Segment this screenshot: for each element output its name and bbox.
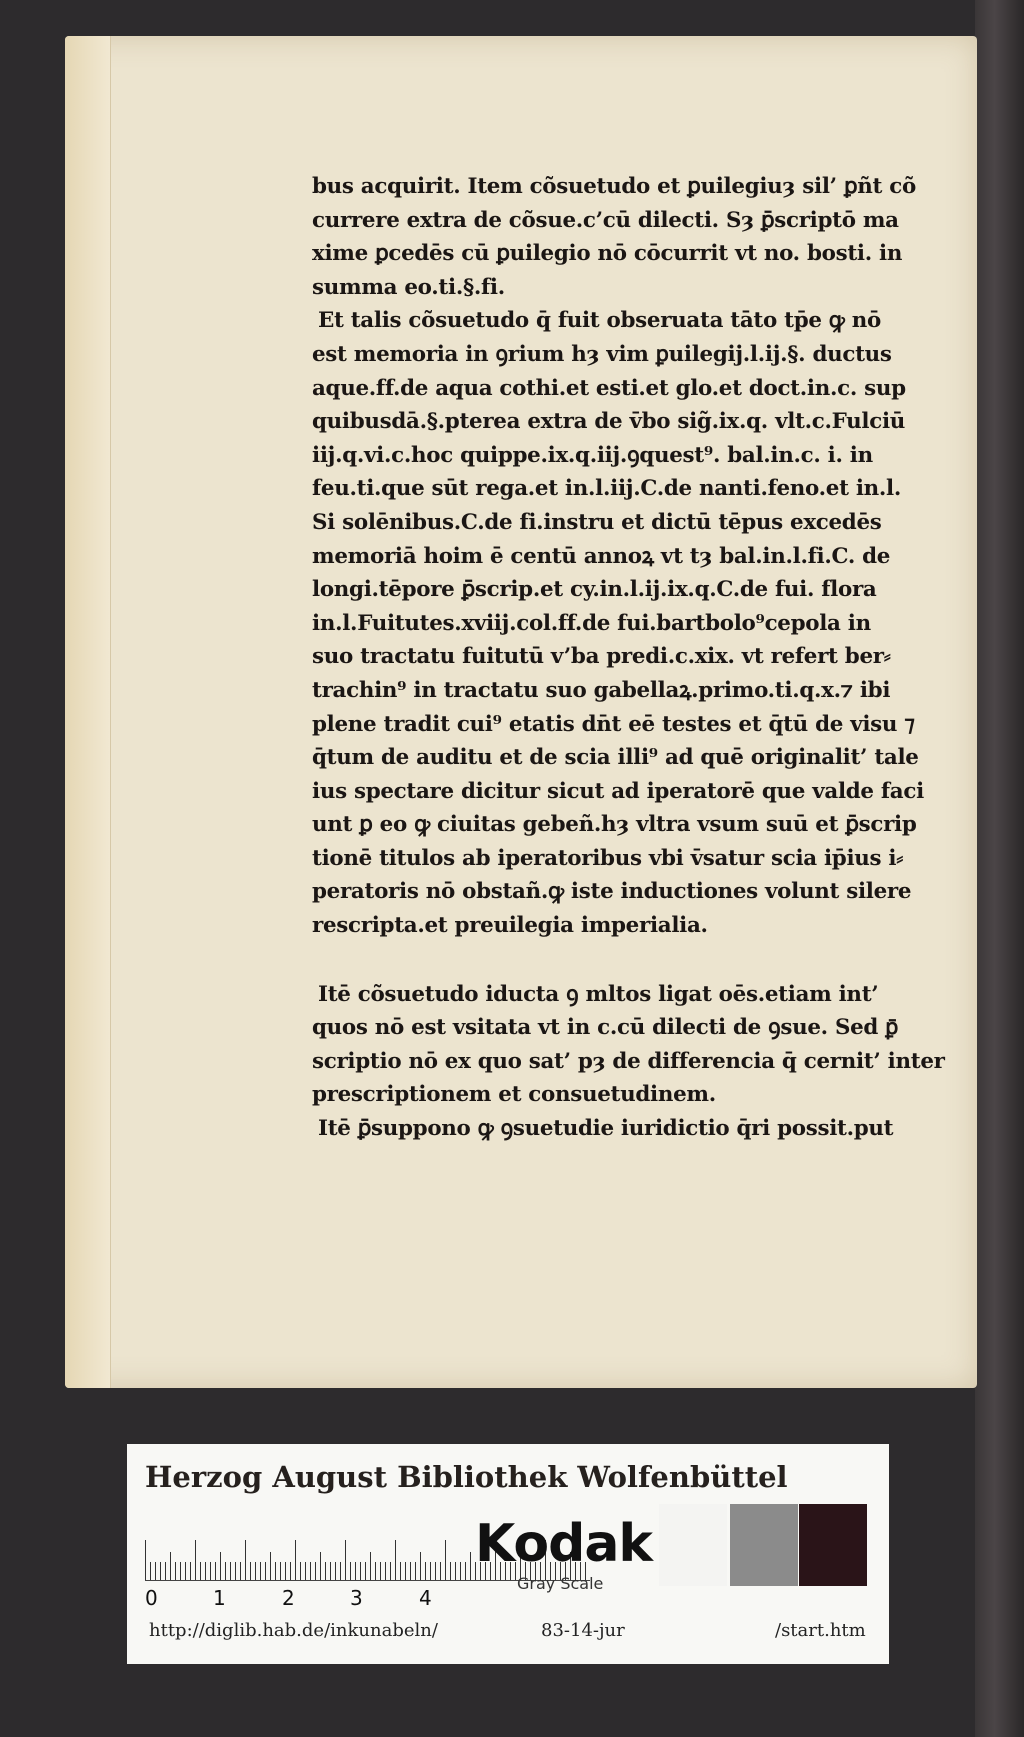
text-line: xime ꝑcedēs cū ꝑuilegio nō cōcurrit vt no. bosti. in	[312, 241, 903, 267]
url-path: http://diglib.hab.de/inkunabeln/	[149, 1620, 438, 1641]
ruler-tick	[395, 1540, 396, 1580]
text-line: Itē cõsuetudo iducta ꝯ mltos ligat oēs.etiam int’	[318, 981, 879, 1007]
ruler-tick	[350, 1562, 351, 1580]
ruler-tick	[415, 1562, 416, 1580]
ruler-tick	[390, 1562, 391, 1580]
ruler-tick	[335, 1562, 336, 1580]
ruler-tick	[225, 1562, 226, 1580]
ruler-tick	[160, 1562, 161, 1580]
text-line: bus acquirit. Item cõsuetudo et ꝑuilegiuȝ sil’ ꝑñt cõ	[312, 174, 916, 199]
ruler-tick	[190, 1562, 191, 1580]
text-line: feu.ti.que sūt rega.et in.l.iij.C.de nanti.feno.et in.l.	[312, 476, 902, 502]
text-line: in.l.Fuitutes.xviij.col.ff.de fui.bartbolo⁹cepola in	[312, 610, 871, 636]
ruler-number: 1	[213, 1586, 226, 1610]
ruler-tick	[265, 1562, 266, 1580]
ruler-tick	[220, 1552, 221, 1580]
ruler-tick	[425, 1562, 426, 1580]
ruler-tick	[290, 1562, 291, 1580]
ruler-tick	[285, 1562, 286, 1580]
ruler-tick	[150, 1562, 151, 1580]
ruler-tick	[235, 1562, 236, 1580]
ruler-tick	[300, 1562, 301, 1580]
ruler-tick	[200, 1562, 201, 1580]
gray-scale-label: Gray Scale	[517, 1574, 604, 1593]
ruler-tick	[385, 1562, 386, 1580]
ruler-tick	[400, 1562, 401, 1580]
ruler-tick	[175, 1562, 176, 1580]
text-line: prescriptionem et consuetudinem.	[312, 1082, 716, 1108]
text-line: summa eo.ti.§.fi.	[312, 274, 505, 300]
text-line: rescripta.et preuilegia imperialia.	[312, 913, 708, 939]
library-color-card	[127, 1444, 889, 1664]
text-line: scriptio nō ex quo sat’ pȝ de differencia q̄ cernit’ inter	[312, 1048, 945, 1074]
text-line: Si solēnibus.C.de fi.instru et dictū tēpus excedēs	[312, 509, 882, 535]
text-line: quibusdā.§.pterea extra de v̄bo sig̃.ix.q. vlt.c.Fulciū	[312, 409, 906, 435]
ruler-tick	[195, 1540, 196, 1580]
ruler-tick	[325, 1562, 326, 1580]
text-line: plene tradit cui⁹ etatis dn̄t eē testes et q̄tū de visu ⁊	[312, 711, 915, 737]
ruler-tick	[260, 1562, 261, 1580]
ruler-tick	[370, 1552, 371, 1580]
text-line: Itē ꝑ̄suppono ꝙ ꝯsuetudie iuridictio q̄ri possit.put	[318, 1116, 894, 1142]
kodak-logo: Kodak	[475, 1514, 652, 1574]
ruler-tick	[440, 1562, 441, 1580]
dark-swatch	[799, 1504, 867, 1586]
ruler-tick	[355, 1562, 356, 1580]
ruler-tick	[215, 1562, 216, 1580]
page-gutter	[65, 36, 111, 1388]
ruler-tick	[340, 1562, 341, 1580]
ruler-tick	[410, 1562, 411, 1580]
ruler-tick	[170, 1552, 171, 1580]
ruler-tick	[270, 1552, 271, 1580]
text-line: q̄tum de auditu et de scia illi⁹ ad quē originalit’ tale	[312, 745, 919, 771]
text-line: suo tractatu fuitutū v’ba predi.c.xix. vt refert ber⸗	[312, 644, 891, 670]
text-line: quos nō est vsitata vt in c.cū dilecti de ꝯsue. Sed ꝑ̄	[312, 1015, 899, 1041]
text-line: trachin⁹ in tractatu suo gabellaꝝ.primo.ti.q.x.⁊ ibi	[312, 677, 891, 703]
ruler-tick	[375, 1562, 376, 1580]
ruler-tick	[460, 1562, 461, 1580]
ruler-tick	[155, 1562, 156, 1580]
book-binding-shadow	[975, 0, 1024, 1737]
ruler-tick	[230, 1562, 231, 1580]
ruler-tick	[450, 1562, 451, 1580]
ruler-tick	[465, 1562, 466, 1580]
ruler-tick	[245, 1540, 246, 1580]
text-line: currere extra de cõsue.c’cū dilecti. Sȝ ꝑ̄scriptō ma	[312, 207, 899, 233]
ruler-tick	[405, 1562, 406, 1580]
ruler-tick	[430, 1562, 431, 1580]
ruler-tick	[310, 1562, 311, 1580]
ruler-tick	[330, 1562, 331, 1580]
ruler-tick	[255, 1562, 256, 1580]
ruler-tick	[320, 1552, 321, 1580]
ruler-tick	[360, 1562, 361, 1580]
printed-text-block	[312, 170, 945, 1146]
ruler-tick	[275, 1562, 276, 1580]
text-line: peratoris nō obstañ.ꝙ iste inductiones volunt silere	[312, 879, 912, 905]
ruler-tick	[345, 1540, 346, 1580]
ruler-tick	[365, 1562, 366, 1580]
ruler-number: 3	[350, 1586, 363, 1610]
ruler-tick	[470, 1552, 471, 1580]
ruler-tick	[250, 1562, 251, 1580]
ruler-tick	[165, 1562, 166, 1580]
ruler-tick	[185, 1562, 186, 1580]
ruler-tick	[180, 1562, 181, 1580]
white-swatch	[659, 1504, 727, 1586]
ruler-tick	[205, 1562, 206, 1580]
ruler-tick	[315, 1562, 316, 1580]
ruler-tick	[435, 1562, 436, 1580]
ruler-tick	[380, 1562, 381, 1580]
ruler-number: 0	[145, 1586, 158, 1610]
library-title: Herzog August Bibliothek Wolfenbüttel	[145, 1460, 788, 1494]
url-suffix: /start.htm	[775, 1620, 866, 1641]
ruler-tick	[305, 1562, 306, 1580]
text-line: longi.tēpore ꝑ̄scrip.et cy.in.l.ij.ix.q.C.de fui. flora	[312, 577, 877, 603]
ruler-number: 4	[419, 1586, 432, 1610]
text-line: ius spectare dicitur sicut ad iperatorē que valde faci	[312, 778, 924, 804]
text-line: est memoria in ꝯrium hȝ vim ꝑuilegij.l.ij.§. ductus	[312, 341, 892, 367]
ruler-tick	[240, 1562, 241, 1580]
text-line: Et talis cõsuetudo q̄ fuit obseruata tāto tp̄e ꝙ nō	[318, 308, 881, 334]
text-line: unt ꝑ eo ꝙ ciuitas gebeñ.hȝ vltra vsum suū et ꝑ̄scrip	[312, 812, 917, 838]
ruler-tick	[280, 1562, 281, 1580]
ruler-number: 2	[282, 1586, 295, 1610]
text-line: tionē titulos ab iperatoribus vbi v̄satur scia ip̄ius i⸗	[312, 845, 904, 871]
text-line: iij.q.vi.c.hoc quippe.ix.q.iij.ꝯquest⁹. bal.in.c. i. in	[312, 442, 873, 468]
ruler-tick	[295, 1540, 296, 1580]
gray-swatch	[730, 1504, 798, 1586]
ruler-tick	[420, 1552, 421, 1580]
text-line: memoriā hoim ē centū annoꝝ vt tȝ bal.in.l.fi.C. de	[312, 543, 891, 569]
text-line: aque.ff.de aqua cothi.et esti.et glo.et doct.in.c. sup	[312, 375, 906, 401]
ruler-tick	[455, 1562, 456, 1580]
shelfmark: 83-14-jur	[541, 1620, 625, 1641]
ruler-tick	[210, 1562, 211, 1580]
ruler-tick	[145, 1540, 146, 1580]
ruler-tick	[445, 1540, 446, 1580]
